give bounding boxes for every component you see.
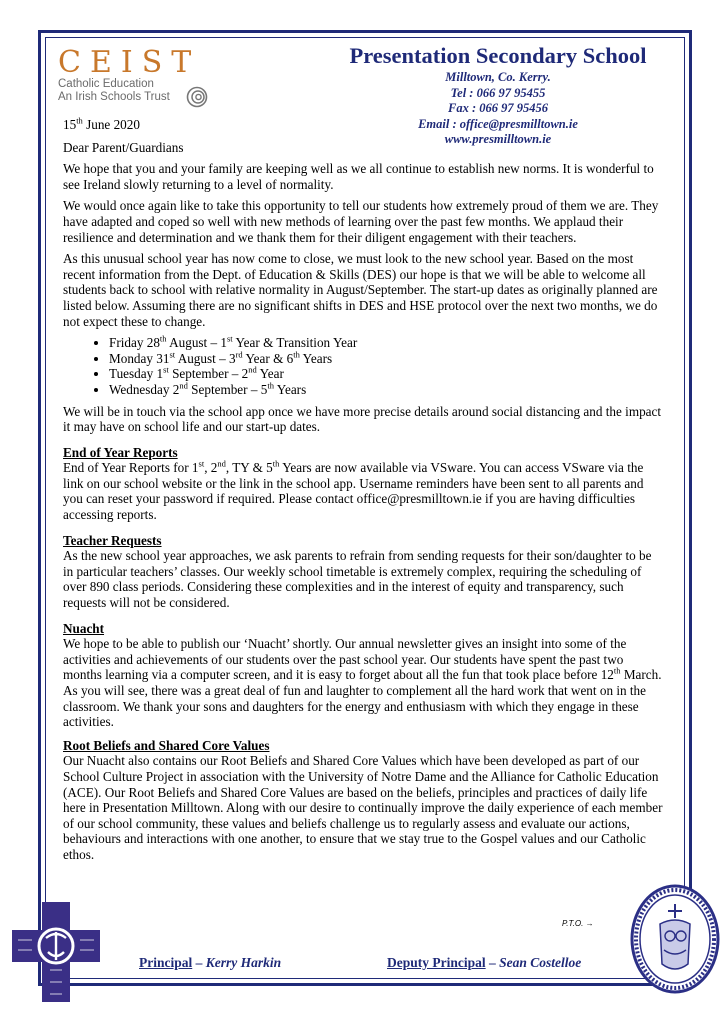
- letter-body: [63, 117, 663, 863]
- heading-nuacht: Nuacht: [63, 620, 105, 636]
- deputy-separator: –: [485, 955, 500, 970]
- paragraph-core-values: Our Nuacht also contains our Root Beliefs and Shared Core Values which have been developed as part of our School Culture Project in association with the University of Notre Dame and the Alliance for Catholic Education (ACE). Our Root Beliefs and Shared Core Values are based on the beliefs, principles and practices of daily life here in Presentation Milltown. Along with our desire to continually improve the daily experience of each member of our school community, these values and beliefs challenge us to regularly assess and evaluate our actions, behaviours and interactions with one another, to ensure that we stay true to the Gospel values and our Catholic ethos.: [63, 753, 663, 862]
- principal-name: Kerry Harkin: [205, 955, 282, 970]
- ceist-swirl-icon: [186, 86, 208, 108]
- paragraph-new-year: As this unusual school year has now come to close, we must look to the new school year. Based on the most recent information from the Dept. of Education & Skills (DES) our hope is that we will be able to welcome all students back to school with relative normality in August/September. The start-up dates as originally planned are listed below. Assuming there are no significant shifts in DES and HSE protocol over the next two months, we do not expect these to change.: [63, 251, 658, 329]
- paragraph-school-app: We will be in touch via the school app once we have more precise details around social distancing and the impact it may have on school life and our start-up dates.: [63, 403, 662, 435]
- school-email: Email : office@presmilltown.ie: [418, 116, 578, 131]
- section-nuacht: [63, 621, 663, 730]
- section-teacher-requests: [63, 533, 663, 611]
- deputy-role: Deputy Principal: [387, 955, 486, 970]
- footer-deputy-principal: [387, 955, 581, 971]
- list-item: • Monday 31st August – 3rd Year & 6th Years: [109, 351, 663, 367]
- start-dates-list: [63, 335, 663, 397]
- school-website: www.presmilltown.ie: [444, 132, 552, 146]
- list-item: • Tuesday 1st September – 2nd Year: [109, 366, 663, 382]
- ceist-logo-word: CEIST: [58, 45, 201, 80]
- paragraph-proud: We would once again like to take this opportunity to tell our students how extremely proud of them we are. They have adapted and coped so well with new methods of learning over the past few months. We applaud their resilience and determination and we thank them for their diligent engagement with their teachers.: [63, 198, 659, 245]
- principal-separator: –: [192, 955, 206, 970]
- heading-reports: End of Year Reports: [63, 444, 178, 460]
- ceist-logo: [58, 45, 218, 118]
- section-core-values: [63, 738, 663, 863]
- deputy-name: Sean Costelloe: [499, 955, 582, 970]
- school-name: Presentation Secondary School: [349, 43, 647, 68]
- principal-role: Principal: [139, 955, 193, 970]
- footer-principal: [139, 955, 281, 971]
- letter-date: 15th June 2020: [63, 115, 140, 132]
- ceist-logo-line1: Catholic Education: [58, 78, 154, 90]
- paragraph-teacher-requests: As the new school year approaches, we ask parents to refrain from sending requests for their son/daughter to be in particular teachers’ classes. Our weekly school timetable is extremely complex, requiring the scheduling of over 890 class periods. Considering these complexities and in the interest of equity and transparency, such requests will not be considered.: [63, 548, 652, 611]
- salutation: Dear Parent/Guardians: [63, 139, 184, 155]
- school-tel: Tel : 066 97 95455: [450, 85, 546, 100]
- list-item: • Friday 28th August – 1st Year & Transition Year: [109, 335, 663, 351]
- paragraph-wellbeing: We hope that you and your family are keeping well as we all continue to establish new norms. It is wonderful to see Ireland slowly returning to a level of normality.: [63, 161, 654, 192]
- presentation-cross-emblem-icon: [10, 900, 102, 1004]
- section-reports: [63, 445, 663, 523]
- list-item: • Wednesday 2nd September – 5th Years: [109, 382, 663, 398]
- school-address: Milltown, Co. Kerry.: [445, 70, 551, 84]
- paragraph-reports: End of Year Reports for 1st, 2nd, TY & 5th Years are now available via VSware. You can access VSware via the link on our school website or the link in the school app. Username reminders have been sent to all parents and you can reset your password if required. Please contact office@presmilltown.ie if you are having difficulties accessing reports.: [63, 458, 644, 523]
- paragraph-nuacht: We hope to be able to publish our ‘Nuacht’ shortly. Our annual newsletter gives an insight into some of the activities and achievements of our students over the past school year. Our students have spent the past two months learning via a computer screen, and it is easy to forget about all the fun that took place before 12th March. As you will see, there was a great deal of fun and laughter to complement all the hard work that went on in the classroom. We thank your sons and daughters for the energy and enthusiasm with which they engage in these activities.: [63, 636, 662, 730]
- heading-core-values: Root Beliefs and Shared Core Values: [63, 737, 270, 753]
- pto-note: P.T.O. →: [562, 919, 594, 928]
- school-crest-seal-icon: [630, 884, 720, 994]
- school-fax: Fax : 066 97 95456: [448, 101, 548, 115]
- heading-teacher-requests: Teacher Requests: [63, 532, 162, 548]
- ceist-logo-line2: An Irish Schools Trust: [58, 91, 170, 103]
